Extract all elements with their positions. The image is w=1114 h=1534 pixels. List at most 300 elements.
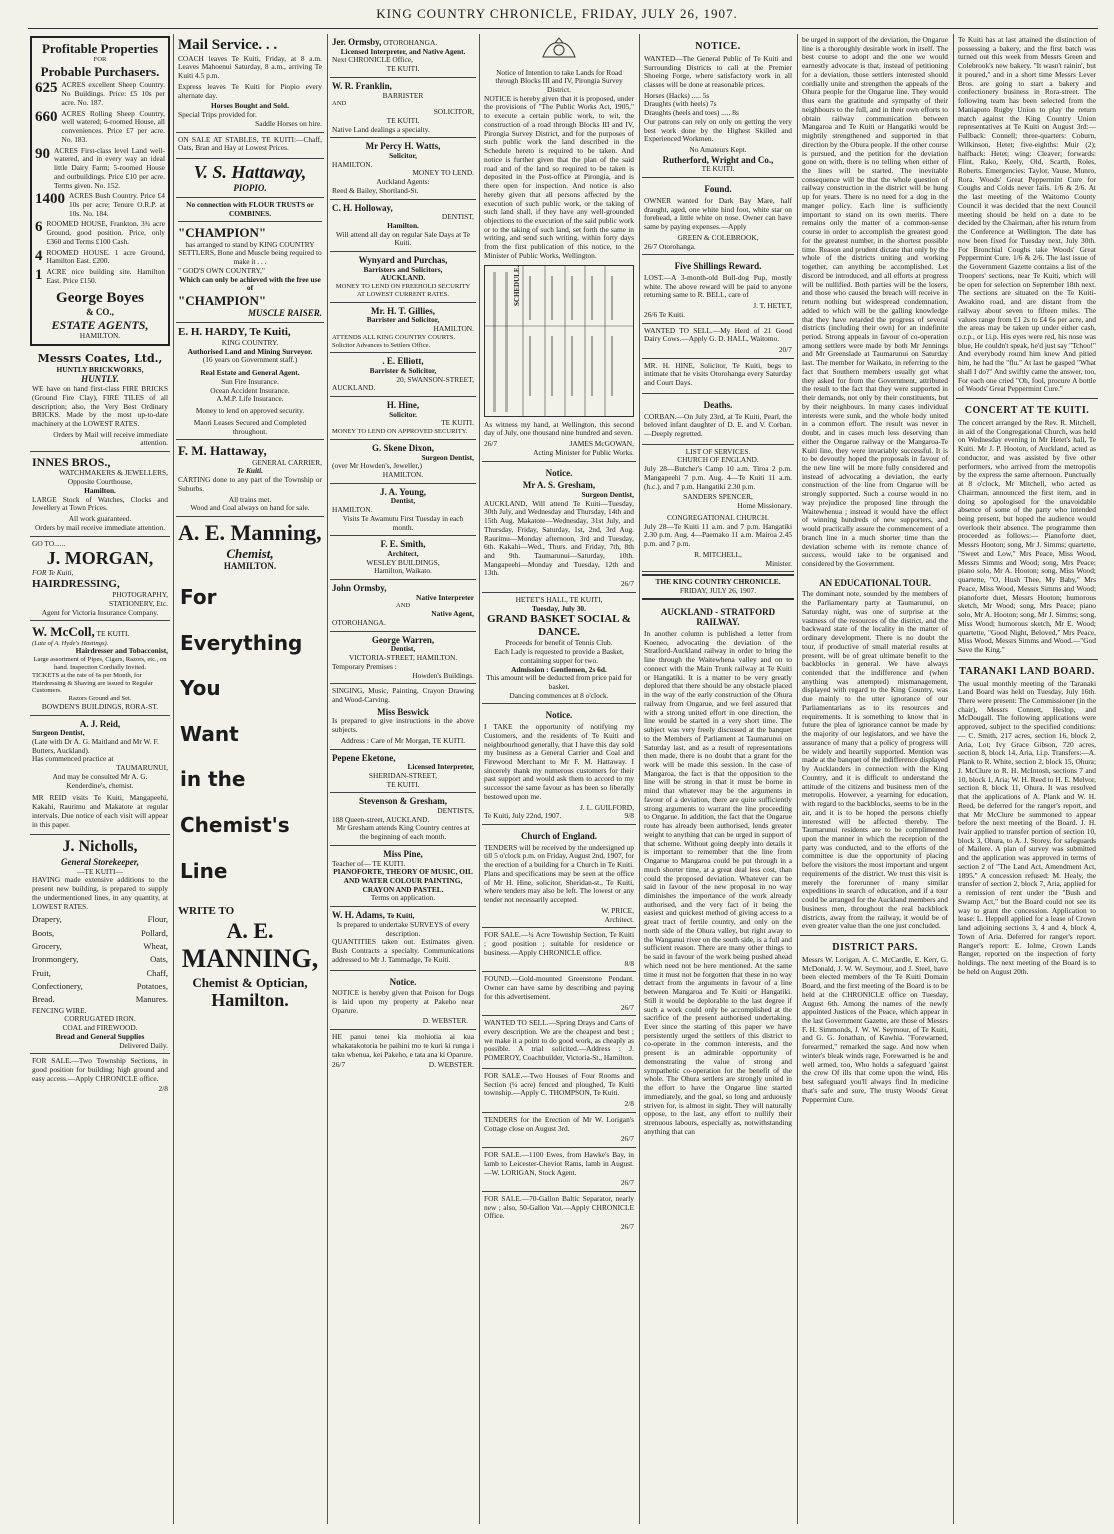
separator-sale-ref: 26/7 — [620, 1222, 634, 1232]
railway-article — [642, 602, 794, 1141]
hardy-real: Real Estate and General Agent. — [200, 368, 300, 378]
ewes-sale-ref: 26/7 — [620, 1178, 634, 1188]
property-number: 4 — [35, 247, 43, 264]
beswick-addr: Address : Care of Mr Morgan, TE KUITI. — [340, 735, 466, 745]
mail-horses: Horses Bought and Sold. — [210, 101, 290, 111]
drays-wanted-body: WANTED TO SELL.—Spring Drays and Carts of every description. We are the cheapest and best ; we make it a point to do good work, as cheaply as possible. A trial solicited.—Address : J. POMEROY, Coachbuilder, Victoria-St., Hamilton. — [484, 1018, 634, 1063]
social-advert — [482, 593, 636, 705]
column-rule — [797, 34, 798, 1524]
section-sale-ref: 8/8 — [624, 958, 634, 968]
hardy-auth: Authorised Land and Mining Surveyor. — [187, 346, 313, 356]
john-ormsby-name: John Ormsby, — [332, 583, 387, 594]
tour-body: The dominant note, sounded by the members of the Parliamentary party at Taumarunui, on Saturday night, was one of surprise at the vastness of the resources of the district, and the backward state of the locality in the matter of ordinary development. There is no doubt the tour, if productive of small material results at present, will be of great ultimate benefit to the backblocks in general. We have always contended that the indifference and (when anything was attempted) mismanagement, displayed with regard to the King Country, was due mainly to the utter ignorance of our Parliamentarians as to its resources and requirements. It is something to know that in future the plea of ignorance cannot be made by the majority of our legislators, and we have the assurance of many that a policy of progress will be widely and heartily supported. Mention was made at the banquet of the indifference displayed by Aucklanders in connection with the King Country, and it is difficult to understand the attitude of the citizens and business men of the metropolis. However, a yearning for education, with regard to the backblocks, seems to be in the air, and it is to be hoped the persons chiefly interested will be affected thereby. The Taumarunui residents are to be complimented upon the manner in which the reception of the party was conducted, and to the efforts of the committee is due the opportunity of placing before the visitors the most important and urgent requirements of the district. We trust this visit is merely the forerunner of many similar expeditions in search of education, and if a tour could be arranged for the Auckland members and business men, throughout the real backblock districts, away from the railway, it would be of even greater value than the one just concluded. — [802, 589, 948, 931]
goods-item: Boots, — [32, 927, 55, 938]
reward-body: LOST.—A 3-month-old Bull-dog Pup, mostly white. The above reward will be paid to anyone returning same to R. BELL, care of — [644, 272, 792, 300]
paper-title: THE KING COUNTRY CHRONICLE. — [655, 577, 781, 587]
coe-title: Home Missionary. — [737, 501, 792, 511]
houses-sale-body: FOR SALE.—Two Houses of Four Rooms and Section (¼ acre) fenced and ploughed, Te Kuiti township.—Apply C. THOMPSON, Te Kuiti. — [484, 1070, 634, 1098]
forge-amateurs: No Amateurs Kept. — [689, 145, 747, 155]
manning-slogan — [178, 586, 322, 883]
boyes-for: FOR — [93, 56, 107, 64]
warren-title: Dentist, — [390, 644, 416, 654]
deaths-notice — [642, 394, 794, 445]
gresham-ref: 26/7 — [620, 579, 634, 589]
property-number: 660 — [35, 108, 58, 125]
mccoll-town: TE KUITI. — [96, 629, 130, 639]
houses-sale — [482, 1069, 636, 1113]
column-rule — [327, 34, 328, 1524]
property-list — [35, 81, 165, 285]
property-number: 1 — [35, 267, 43, 284]
road-notice-title: Notice of Intention to take Lands for Road through Blocks III and IV, Pirongia Survey District. — [495, 67, 623, 94]
schedule-heading: SCHEDULE. — [513, 265, 521, 306]
property-text: ACRES excellent Sheep Country. No Buildings. Price: £5 10s per acre. No. 187. — [61, 80, 165, 107]
hine-town: TE KUITI. — [441, 418, 474, 428]
separator-sale-body: FOR SALE.—70-Gallon Baltic Separator, nearly new ; also, 50-Gallon Vat.—Apply CHRONICLE Office. — [484, 1193, 634, 1221]
found-mare — [642, 178, 794, 255]
property-number: 6 — [35, 219, 43, 236]
morgan-photo: PHOTOGRAPHY, — [112, 590, 168, 600]
houses-sale-ref: 2/8 — [624, 1099, 634, 1109]
goods-item: Confectionery, — [32, 980, 83, 991]
manning-town: HAMILTON. — [223, 561, 277, 572]
eketone-town: TE KUITI. — [386, 779, 420, 789]
reward-heading: Five Shillings Reward. — [674, 261, 762, 272]
property-item — [35, 81, 165, 107]
mail-body: COACH leaves Te Kuiti, Friday, at 8 a.m. Leaves Mahoenui Saturday, 8 a.m., arriving Te Kuiti 4.5 p.m. — [178, 53, 322, 81]
fm-town: Te Kuiti. — [236, 466, 263, 476]
watts-title: Solicitor, — [389, 150, 417, 160]
nicholls-daily: Delivered Daily. — [119, 1040, 168, 1050]
sale-ref: 2/8 — [158, 1084, 168, 1094]
railway-body: In another column is published a letter from Koeneo, advocating the deviation of the Stratford-Auckland railway in order to bring the line through the Waitewhena valley and on to connect with the Main Trunk railway at Te Kuiti or Hangatiki. It is a matter to be very greatly deplored that there should be any obstacle placed in the way of the early construction of the Ohura railway from Ongarue, and we feel assured that with a strong united effort in one direction, the line would be started in a very short time. The subject was very freely discussed at the banquet to the Members of Parliament at Taumarunui on Saturday last, and as a result of representations then made, there is no doubt that a grant for the work will be made this session. In the case of Mangaroa, the fact is that the opposition to the line will be strong in that it must be borne in mind that whatever may be the arguments in favour of a deviation, there are quite sufficiently strong arguments to warrant the line proceeding to Ongarue. In addition, the fact that the Ongarue route has already been authorised, lends greater weight to anything that can be urged in support of that scheme. Without going deeply into details it is important to remember that the line from Ongarue to Mangaroa could be put through in a much shorter time, at a great deal less cost, than could the proposed deviation. Whatever can be said in favour of the new proposal in no way diminishes the importance of the work already authorised, and the very fact of it being the easiest and quickest method of giving access to a great tract of fertile country, and only on the north side of the Ohura valley, but right away to the Wanganui river on the south side, is a full and sufficient reason. There are many other things to be said in favour of the work being pushed ahead which need not be here mentioned. At the same time it must not be forgotten that these in no way detract from the arguments in favour of a line between Mangaroa and Te Kuiti or Hangatiki. Still it would be deplorable to the last degree if such a work could only be accomplished at the sacrifice of the present authorised undertaking. Ever since the starting of this paper we have persistently urged the settlers of this district to co-operate in the common interests, and the present is an admirable opportunity of demonstrating the value of strong and sympathetic co-operation for the benefit of the whole. The Ohura settlers are strongly united in the effort to have the Ongarue line started immediately, and the goal, so long and arduously striven for, is almost in sight. They will naturally oppose, to the last, any effort to nullify their strenuous labours, especially as, notwithstanding anything that can — [644, 628, 792, 1136]
found-mare-sig: GREEN & COLEBROOK, — [677, 232, 759, 242]
hardy-maori: Maori Leases Secured and Completed throughout. — [193, 417, 307, 436]
manning-co: Chemist & Optician, — [192, 974, 308, 990]
column-rule — [953, 34, 954, 1524]
road-notice — [482, 34, 636, 462]
column-5 — [642, 34, 794, 1524]
coe-sig: SANDERS SPENCER, — [683, 492, 753, 502]
boyes-co: & CO., — [86, 307, 114, 318]
innes-sub: WATCHMAKERS & JEWELLERS, — [58, 468, 168, 478]
elliott-advert — [330, 353, 476, 397]
slogan-line: Chemist's — [180, 812, 290, 837]
property-number: 625 — [35, 80, 58, 97]
jer-ormsby-advert — [330, 34, 476, 78]
holloway-advert — [330, 200, 476, 253]
smith-town: Hamilton, Waikato. — [374, 566, 432, 576]
franklin-sol: SOLICITOR, — [433, 107, 474, 117]
concert-article — [956, 398, 1098, 659]
holloway-title: DENTIST, — [441, 212, 474, 222]
wynyard-title: Barristers and Solicitors, — [363, 264, 443, 274]
coates-mail: Orders by Mail will receive immediate attention. — [53, 429, 168, 448]
property-text: ROOMED HOUSE. 1 acre Ground, Hamilton East. £200. — [46, 247, 165, 266]
price-line: Draughts (with heels) 7s — [644, 99, 717, 109]
maori-notice-body: HE panui tenei kia mohiotia ai kua whakatakotoria he paihini mo te kuri ki runga i taku whenua, kei Pakeho, e tata ana ki Oparure. — [332, 1032, 474, 1059]
land-board-body: The usual monthly meeting of the Taranaki Land Board was held on Tuesday, July 16th. There were present: The Commissioner (in the chair), Messrs Connett, Heslop, and McDougall. The following applications were approved, subject to the specified conditions:— C. Smith, 217 acres, section 16, block 2, Aria, Lot; Ivy Grace Gibson, 720 acres, section 8, block 14, Aria, l.i.p. Transfers:—A. Plank to R. White, section 2, block 15, Ohura; J. McClure to R. H. McIntosh, sections 7 and 10, block 1, Aria; W. H. Reed to H. E. Melvor, section 8, block 11, Ohura. It was resolved that the applications of A. Plank and W. H. Reed, be deferred for the ranger's report, and that Mr McClure be summoned to appear before the next meeting of the Board. J. H. Ivair applied to transfer portion of section 10, block 3, Ohura, to A. J. Storey, for safeguards of Mailere. A plan of survey was submitted and the application was approved in terms of section 2 of "The Land Act, Amendment Act, 1895." A concession refused: M. Healy, the transfer of section 2, block 7, Aria, applied for a remission of rent under the "Bush and Swamp Act," but the Board could not see its way to grant the concession. Application to lease: L. Heppell applied for a lease of Crown land adjoining sections 3, 4 and 4, block 4, Town of Aria. Deferred for ranger's report. Ranger's report: E. Iolme, Crown Lands Ranger, reported on the inspection of forty holdings. The next meeting of the Board is to be held on August 20th. — [958, 678, 1096, 976]
stevenson-addr: 188 Queen-street, AUCKLAND. — [332, 814, 430, 824]
morgan-stat: STATIONERY, Etc. — [108, 598, 168, 608]
champion-gods: " GOD'S OWN COUNTRY," — [178, 265, 265, 275]
adams-body: Is prepared to undertake SURVEYS of every description. — [336, 919, 470, 938]
goods-item: Potatoes, — [136, 980, 168, 991]
mccoll-late: (Late of A. Hyde's Hastings). — [32, 639, 109, 647]
church-sig: W. PRICE, — [601, 905, 634, 915]
young-title: Dentist, — [390, 496, 416, 506]
mccoll-name: W. McColl, — [32, 624, 95, 640]
holloway-town: Hamilton. — [387, 220, 419, 230]
found-mare-ref: 26/7 Otorohanga. — [644, 241, 696, 251]
elliott-town: AUCKLAND. — [332, 383, 376, 393]
reid-advert — [30, 716, 170, 836]
hetet-dance: Dancing commences at 8 o'clock. — [509, 690, 609, 700]
hattaway-name: V. S. Hattaway, — [193, 162, 307, 183]
gresham-title: Surgeon Dentist, — [581, 489, 634, 499]
services-heading: LIST OF SERVICES. — [685, 446, 751, 456]
dixon-advert — [330, 440, 476, 484]
coates-advert — [30, 350, 170, 452]
pars-body: Messrs W. Lorigan, A. C. McCardle, E. Kerr, G. McDonald, J. W. W. Seymour, and J. Steel, have been elected members of the Te Kuiti Domain Board, and the first meeting of the Board is to be held at the CHRONICLE office on Tuesday, August 6th. Among the names of the newly appointed Justices of the Peace, which appear in the last Government Gazette, are those of Messrs F. H. Simmonds, J. W. W. Seymour, of Te Kuiti, and G. G. Jonathan, of Kawhia. "Forewarned, forearmed," remarked the sage. And now when winter's bleak winds rage, Forewarned is he and well armed, too, Who holds a safeguard 'gainst the crew Of ills that come upon the wind, His best safeguard you'll always find In medicine that's safe and sure, The trusty Woods' Great Peppermint Cure. — [802, 954, 948, 1104]
jer-ormsby-next: Next CHRONICLE Office, — [332, 55, 413, 65]
reward-sig: J. T. HETET, — [753, 301, 792, 311]
church-body: TENDERS will be received by the undersigned up till 5 o'clock p.m. on Friday, August 2nd, 1907, for the erection of a building for a Church in Te Kuiti. Plans and specifications may be seen at the office of Mr H. Hine, solicitor, Sheridan-st., Te Kuiti, where tenders may also be left. The lowest or any tender not necessarily accepted. — [484, 842, 634, 905]
warren-advert — [330, 632, 476, 685]
stevenson-advert — [330, 793, 476, 846]
cottage-tender-body: TENDERS for the Erection of Mr W. Lorigan's Cottage close on August 3rd. — [484, 1114, 634, 1133]
goods-item: Pollard, — [141, 927, 168, 938]
gresham-name: Mr A. S. Gresham, — [522, 480, 596, 491]
warren-addr: VICTORIA-STREET, HAMILTON. — [348, 653, 458, 663]
elliott-addr: 20, SWANSON-STREET, — [396, 374, 474, 384]
nicholls-name: J. Nicholls, — [62, 838, 138, 856]
nicholls-body: HAVING made extensive additions to the present new building, is prepared to supply the undermentioned lines, in any quantity, at LOWEST RATES. — [32, 875, 168, 911]
column-rule — [479, 34, 480, 1524]
reid-visits: MR REID visits Te Kuiti, Mangapeehi, Kakahi, Raurimu and Makatote at regular intervals. Due notice of each visit will appear in this paper. — [32, 793, 168, 829]
hetet-deduct: This amount will be deducted from price paid for basket. — [486, 673, 632, 691]
railway-article-continued — [800, 34, 950, 573]
champion-body: has arranged to stand by KING COUNTRY SETTLERS, Bone and Muscle being required to make it . . . — [178, 239, 322, 267]
cong-title: Minister. — [765, 558, 792, 568]
dixon-addr: (over Mr Howden's, Jeweller,) — [332, 461, 422, 471]
mccoll-building: BOWDEN'S BUILDINGS, RORA-ST. — [41, 701, 159, 711]
john-ormsby-title: Native Interpreter — [416, 592, 474, 602]
goods-item: Drapery, — [32, 914, 62, 925]
goods-item: Fruit, — [32, 967, 51, 978]
elliott-title: Barrister & Solicitor, — [369, 365, 437, 375]
mccoll-razors: Razors Ground and Set. — [68, 695, 132, 703]
reward-ref: 26/6 Te Kuiti. — [644, 309, 686, 319]
goods-item: Grocery, — [32, 941, 62, 952]
manning-trade: Chemist, — [226, 546, 274, 562]
franklin-advert — [330, 78, 476, 138]
franklin-title: BARRISTER — [382, 90, 424, 100]
mail-advert — [176, 34, 324, 133]
found-pendant-ref: 26/7 — [620, 1002, 634, 1012]
warren-name: George Warren, — [371, 634, 435, 645]
fm-hattaway-advert — [176, 440, 324, 517]
reid-title: Surgeon Dentist, — [32, 728, 85, 738]
pine-advert — [330, 846, 476, 907]
champion-title: "CHAMPION" — [178, 225, 267, 241]
coates-sub: HUNTLY BRICKWORKS, — [56, 364, 144, 374]
beswick-body: SINGING, Music, Painting, Crayon Drawing and Wood-Carving. — [332, 686, 474, 704]
royal-crest-icon — [484, 37, 634, 69]
nicholls-iron: CORRUGATED IRON. — [64, 1014, 136, 1024]
church-title: Architect. — [604, 914, 634, 924]
cong-heading: CONGREGATIONAL CHURCH. — [667, 512, 769, 522]
ewes-sale — [482, 1148, 636, 1192]
watts-town: HAMILTON. — [332, 159, 373, 169]
young-body: Visits Te Awamutu First Tuesday in each month. — [342, 513, 464, 532]
guilford-body: I TAKE the opportunity of notifying my Customers, and the residents of Te Kuiti and neighbourhood generally, that I have this day sold my business as a General Carrier and Coal and Firewood Merchant to Mr F. M. Hattaway. I sincerely thank my numerous customers for their past support and would ask them to accord to my successor the same favour as has been so liberally bestowed upon me. — [484, 722, 634, 801]
maori-notice-ref: 26/7 — [332, 1060, 346, 1070]
hardy-ocean: Ocean Accident Insurance. — [210, 385, 290, 395]
poison-notice-heading: Notice. — [389, 976, 417, 987]
goods-item: Flour, — [147, 914, 168, 925]
hine-name: H. Hine, — [386, 400, 420, 411]
price-line: Draughts (heels and toes) ..... 8s — [644, 108, 739, 118]
goods-list — [32, 913, 168, 1006]
tour-heading: AN EDUCATIONAL TOUR. — [819, 577, 931, 588]
separator-sale — [482, 1192, 636, 1235]
gillies-name: Mr. H. T. Gillies, — [370, 305, 436, 316]
hardy-country: KING COUNTRY. — [221, 337, 279, 347]
witness-title: Acting Minister for Public Works. — [533, 447, 634, 457]
paper-banner — [642, 574, 794, 599]
cows-ref: 20/7 — [778, 344, 792, 354]
column-7 — [956, 34, 1098, 1524]
innes-title: INNES BROS., — [32, 455, 111, 470]
nicholls-town: —TE KUITI— — [77, 866, 123, 876]
section-sale-body: FOR SALE.—¼ Acre Township Section, Te Kuiti ; good position ; suitable for residence or business.—Apply CHRONICLE office. — [484, 930, 634, 957]
property-text: ACRES Rolling Sheep Country, well watered; 6-roomed House, all conveniences. Price £7 per acre. No. 183. — [61, 108, 165, 144]
franklin-and: AND — [332, 100, 347, 108]
champion-title-2: "CHAMPION" — [178, 293, 267, 309]
forge-prices — [644, 92, 792, 118]
champion-which: Which can only be achieved with the free use of — [179, 274, 321, 293]
reid-name: A. J. Reid, — [79, 718, 121, 729]
stevenson-title: DENTISTS, — [437, 805, 474, 815]
gillies-courts: ATTENDS ALL KING COUNTRY COURTS. — [332, 333, 456, 341]
franklin-native: Native Land dealings a specialty. — [332, 124, 430, 134]
deaths-heading: Deaths. — [703, 399, 733, 410]
guilford-ref: 9/8 — [624, 811, 634, 821]
morgan-for: FOR Te Kuiti, — [32, 568, 74, 578]
mail-express: Express leaves Te Kuiti for Piopio every alternate day. — [178, 81, 322, 100]
elliott-name: . E. Elliott, — [382, 356, 424, 367]
mail-saddle: Saddle Horses on hire. — [255, 118, 322, 128]
morgan-hair: HAIRDRESSING, — [32, 578, 120, 591]
hardy-name: E. H. HARDY, Te Kuiti, — [178, 326, 291, 339]
eketone-name: Pepene Eketone, — [332, 752, 396, 763]
young-advert — [330, 484, 476, 537]
jer-ormsby-lic: Licensed Interpreter, and Native Agent. — [340, 46, 466, 56]
deaths-body: CORBAN.—On July 23rd, at Te Kuiti, Pearl, the beloved infant daughter of D. E. and V. Corban.—Deeply regretted. — [644, 411, 792, 438]
guilford-sig: J. L. GUILFORD, — [580, 802, 634, 812]
mccoll-tickets: TICKETS at the rate of 6s per Month, for Hairdressing & Shaving are issued to Regular Customers. — [32, 671, 153, 695]
watts-money: MONEY TO LEND. — [412, 168, 474, 178]
cottage-tender — [482, 1113, 636, 1148]
watts-name: Mr Percy H. Watts, — [365, 141, 441, 152]
column-3 — [330, 34, 476, 1524]
forge-our: Our patrons can rely on only on getting the very best work done by the Highest Skilled and Experienced Workmen. — [644, 116, 792, 144]
morgan-agent: Agent for Victoria Insurance Company. — [41, 607, 159, 617]
property-item — [35, 110, 165, 145]
reid-commenced: Has commenced practice at — [32, 754, 114, 764]
mccoll-body: Large assortment of Pipes, Cigars, Razors, etc., on hand. Inspection Cordially Invited. — [33, 656, 167, 671]
innes-body: LARGE Stock of Watches, Clocks and Jewellery at Town Prices. — [32, 494, 168, 513]
gresham-notice — [482, 462, 636, 593]
pine-terms: Terms on application. — [370, 893, 436, 903]
nicholls-fencing: FENCING WIRE. — [32, 1005, 87, 1015]
hine-notice — [642, 359, 794, 394]
section-sale — [482, 928, 636, 972]
hetet-date: Tuesday, July 30. — [532, 603, 586, 613]
reward-notice — [642, 255, 794, 323]
reid-late: (Late with Dr A. G. Maitland and Mr W. F. Butters, Auckland). — [32, 736, 159, 755]
boyes-title-1: Profitable Properties — [41, 41, 159, 56]
masthead: KING COUNTRY CHRONICLE, FRIDAY, JULY 26, 1907. — [376, 6, 738, 21]
guilford-notice — [482, 704, 636, 825]
coates-body: WE have on hand first-class FIRE BRICKS (Ground Fire Clay), FIRE TILES of all description; also, the Very Best Ordinary BRICKS. Made by the most up-to-date machinery at the LOWEST RATES. — [32, 384, 168, 429]
hetet-admission: Admission : Gentlemen, 2s 6d. — [511, 664, 607, 674]
john-ormsby-advert — [330, 580, 476, 632]
franklin-town: TE KUITI. — [386, 115, 420, 125]
morgan-name: J. MORGAN, — [46, 548, 154, 569]
fm-trains: All trains met. — [228, 494, 272, 504]
wynyard-body: MONEY TO LEND ON FREEHOLD SECURITY AT LOWEST CURRENT RATES. — [335, 283, 471, 298]
smith-addr: WESLEY BUILDINGS, — [366, 557, 440, 567]
gresham-heading: Notice. — [545, 467, 573, 478]
morgan-goto: GO TO...... — [32, 538, 66, 548]
watts-reed: Reed & Bailey, Shortland-St. — [332, 185, 419, 195]
slogan-line: You — [180, 676, 221, 701]
column-rule — [173, 34, 174, 1524]
wynyard-name: Wynyard and Purchas, — [358, 255, 448, 266]
watts-advert — [330, 138, 476, 199]
nicholls-coal: COAL and FIREWOOD. — [62, 1023, 138, 1033]
hardy-exp: (16 years on Government staff.) — [202, 355, 298, 365]
reid-town: TAUMARUNUI, — [116, 763, 168, 773]
land-board-heading: TARANAKI LAND BOARD. — [959, 665, 1095, 677]
hine-notice-body: MR. H. HINE, Solicitor, Te Kuiti, begs to intimate that he visits Otorohanga every Saturday and Court Days. — [644, 360, 792, 388]
holloway-body: Will attend all day on regular Sale Days at Te Kuiti. — [335, 229, 471, 248]
hetet-body: Proceeds for benefit of Tennis Club. — [505, 638, 613, 648]
local-news — [956, 34, 1098, 398]
maori-notice — [330, 1030, 476, 1073]
church-tender — [482, 825, 636, 928]
eketone-title: Licensed Interpreter, — [407, 762, 474, 772]
pars-article — [800, 935, 950, 1108]
manning-big: MANNING, — [181, 944, 319, 974]
goods-item: Bread. — [32, 994, 55, 1005]
property-text: ACRES Bush Country. Price £4 10s per acre; Tenure O.R.P. at 10s. No. 184. — [69, 191, 165, 218]
pine-body: PIANOFORTE, THEORY OF MUSIC, OIL AND WATER COLOUR PAINTING, CRAYON AND PASTEL. — [333, 867, 473, 894]
found-mare-body: OWNER wanted for Dark Bay Mare, half draught, aged, one white hind foot, white star on forehead, a little white on nose. Owner can have same by paying expenses.—Apply — [644, 195, 792, 232]
hardy-sun: Sun Fire Insurance. — [221, 376, 279, 386]
innes-advert — [30, 452, 170, 536]
stables-body: ON SALE AT STABLES, TE KUITI:—Chaff, Oats, Bran and Hay at Lowest Prices. — [178, 134, 322, 153]
forge-notice — [642, 34, 794, 178]
hetet-title: HETET'S HALL, TE KUITI, — [515, 594, 603, 604]
forge-body: WANTED—The General Public of Te Kuiti and Surrounding Districts to call at the Premier Shoeing Forge, where satisfactory work in all classes will be done at reasonable prices. — [644, 53, 792, 89]
dixon-name: G. Skene Dixon, — [371, 442, 434, 453]
property-item — [35, 268, 165, 285]
witness-ref: 26/7 — [484, 439, 498, 449]
slogan-line: For — [180, 584, 217, 609]
adams-town: Te Kuiti, — [386, 911, 415, 921]
nicholls-trade: General Storekeeper, — [61, 857, 139, 868]
poison-notice — [330, 971, 476, 1031]
smith-name: F. E. Smith, — [380, 539, 426, 550]
jer-ormsby-name: Jer. Ormsby, — [332, 37, 382, 47]
coe-heading: CHURCH OF ENGLAND. — [677, 455, 759, 465]
witness-sig: JAMES McGOWAN, — [569, 439, 634, 449]
land-board-article — [956, 659, 1098, 981]
slogan-line: Want — [180, 721, 239, 746]
warren-bldg: Howden's Buildings. — [412, 670, 474, 680]
manning-ae: A. E. — [226, 918, 274, 944]
champion-raiser: MUSCLE RAISER. — [247, 308, 322, 319]
fm-name: F. M. Hattaway, — [178, 443, 267, 459]
goods-item: Chaff, — [146, 967, 168, 978]
john-ormsby-and: AND — [395, 602, 411, 610]
champion-advert — [176, 198, 324, 323]
cows-wanted — [642, 324, 794, 359]
stevenson-name: Stevenson & Gresham, — [358, 796, 448, 807]
masthead-rule — [28, 28, 1098, 29]
boyes-estate: ESTATE AGENTS, — [51, 317, 149, 332]
eketone-addr: SHERIDAN-STREET, — [368, 770, 438, 780]
local-news-body: Te Kuiti has at last attained the distinction of possessing a bakery, and the first batch was turned out this week from Messrs Green and Colebrook's new bakery. "It wasn't rainin', but it poured," and in a short time Messrs Lever Bros. are going to start a bakery and confectionery business in Rora-street. The following team has been selected from the Maniapoto Rugby Union to play the return match against the King Country Union representatives at Te Kuiti on August 3rd:—Fullback: Connell; three-quarters: Coburn, Wilkinson, Hetet; five-eighths: Muir (2); halfback: Hetet; wing: Cleaver; forwards: Flint, Rako, Keely, Old, Scarth, Roles, Roberts. Emergencies: Taylor, Vause, Munro, Rora. Woods' Great Peppermint Cure for Coughs and Colds never fails. 1/6 & 2/6. At the last meeting of the Waitomo County Council it was decided that the next Council meeting should be held on a date to be decided by the Chairman, after his return from the Conference at Wellington. The date has now been fixed for Tuesday next, July 30th. For Bronchial Coughs take Woods' Great Peppermint Cure. 1/6 & 2/6. The last issue of the Government Gazette contains a list of the Troopers' sections, near Te Kuiti, which will be open for selection on September 18th next. The sections are situated on the Te Kuiti-Awakino road, and are distant from the railway about seven to fifteen miles. The values range from £1 2s to £4 6s per acre, and the areas may be taken up under either cash, o.r.p., or l.i.p. His eyes were red, his nose was blue, He couldn't speak, he'd just say "Tchoo!" And everybody round him knew And pitied him, he had the "flu." At last he gasped "What shall I do?" And swiftly came the answer, too, For each one cried "Oh, fool, procure A bottle of Woods' Great Peppermint Cure." — [958, 35, 1096, 394]
church-heading: Church of England. — [520, 831, 598, 842]
innes-opp: Opposite Courthouse, — [67, 477, 133, 487]
holloway-name: C. H. Holloway, — [332, 202, 393, 213]
hine-advert — [330, 397, 476, 440]
cows-body: WANTED TO SELL.—My Herd of 21 Good Dairy Cows.—Apply G. D. HALL, Waitomo. — [644, 325, 792, 344]
fm-wood: Wood and Coal always on hand for sale. — [190, 503, 310, 513]
gillies-title: Barrister and Solicitor, — [366, 315, 440, 325]
adams-advert — [330, 907, 476, 970]
eketone-advert — [330, 750, 476, 794]
maori-notice-sig: D. WEBSTER. — [428, 1060, 474, 1070]
concert-heading: CONCERT AT TE KUITI. — [964, 405, 1090, 417]
goods-item: Wheat, — [143, 941, 168, 952]
paper-date: FRIDAY, JULY 26, 1907. — [679, 586, 757, 596]
forge-heading: NOTICE. — [695, 41, 741, 52]
manning-advert — [176, 517, 324, 1014]
fm-body: CARTING done to any part of the Township or Suburbs. — [178, 475, 322, 493]
witness-text: As witness my hand, at Wellington, this second day of July, one thousand nine hundred and seven. — [484, 419, 634, 438]
adams-quant: QUANTITIES taken out. Estimates given. Bush Contracts a specialty. Communications addressed to Mr J. Tammadge, Te Kuiti. — [332, 937, 474, 964]
pine-name: Miss Pine, — [383, 848, 423, 859]
goods-item: Ironmongery, — [32, 954, 79, 965]
hetet-lady: Each Lady is requested to provide a Basket, containing supper for two. — [494, 647, 624, 665]
franklin-name: W. R. Franklin, — [332, 80, 392, 91]
gresham-body: AUCKLAND, Will attend Te Kuiti—Tuesday, 30th July, and Wednesday and Thursday, 14th and 15th Aug. Makatote—Wednesday, 31st July, and Thursday, Friday, Saturday, 1st, 2nd, 3rd Aug. Raurimu—Monday afternoon, 3rd and Tuesday, 6th. Kakahi—Wed., Thurs. and Friday, 7th, 8th and 9th. Taumarunui—Saturday, 10th. Mangapeehi—Monday and Tuesday, 12th and 13th. — [484, 498, 634, 578]
beswick-name: Miss Beswick — [377, 706, 429, 717]
mail-title: Mail Service. . . — [178, 37, 278, 53]
dixon-town: HAMILTON. — [382, 470, 424, 480]
poison-notice-body: NOTICE is hereby given that Poison for Dogs is laid upon my property at Pakeho near Oparure. — [332, 988, 474, 1015]
john-ormsby-agent: Native Agent, — [431, 609, 474, 619]
boyes-town: HAMILTON. — [79, 331, 121, 341]
railway-heading: AUCKLAND - STRATFORD RAILWAY. — [660, 606, 776, 628]
coe-body: July 28—Butcher's Camp 10 a.m. Tiroa 2 p.m. Mangapeehi 7 p.m. Aug. 4—Te Kuiti 11 a.m. (h.c.), and 7 p.m. Hangatiki 2.30 p.m. — [644, 464, 792, 491]
slogan-line: Everything — [180, 630, 303, 655]
